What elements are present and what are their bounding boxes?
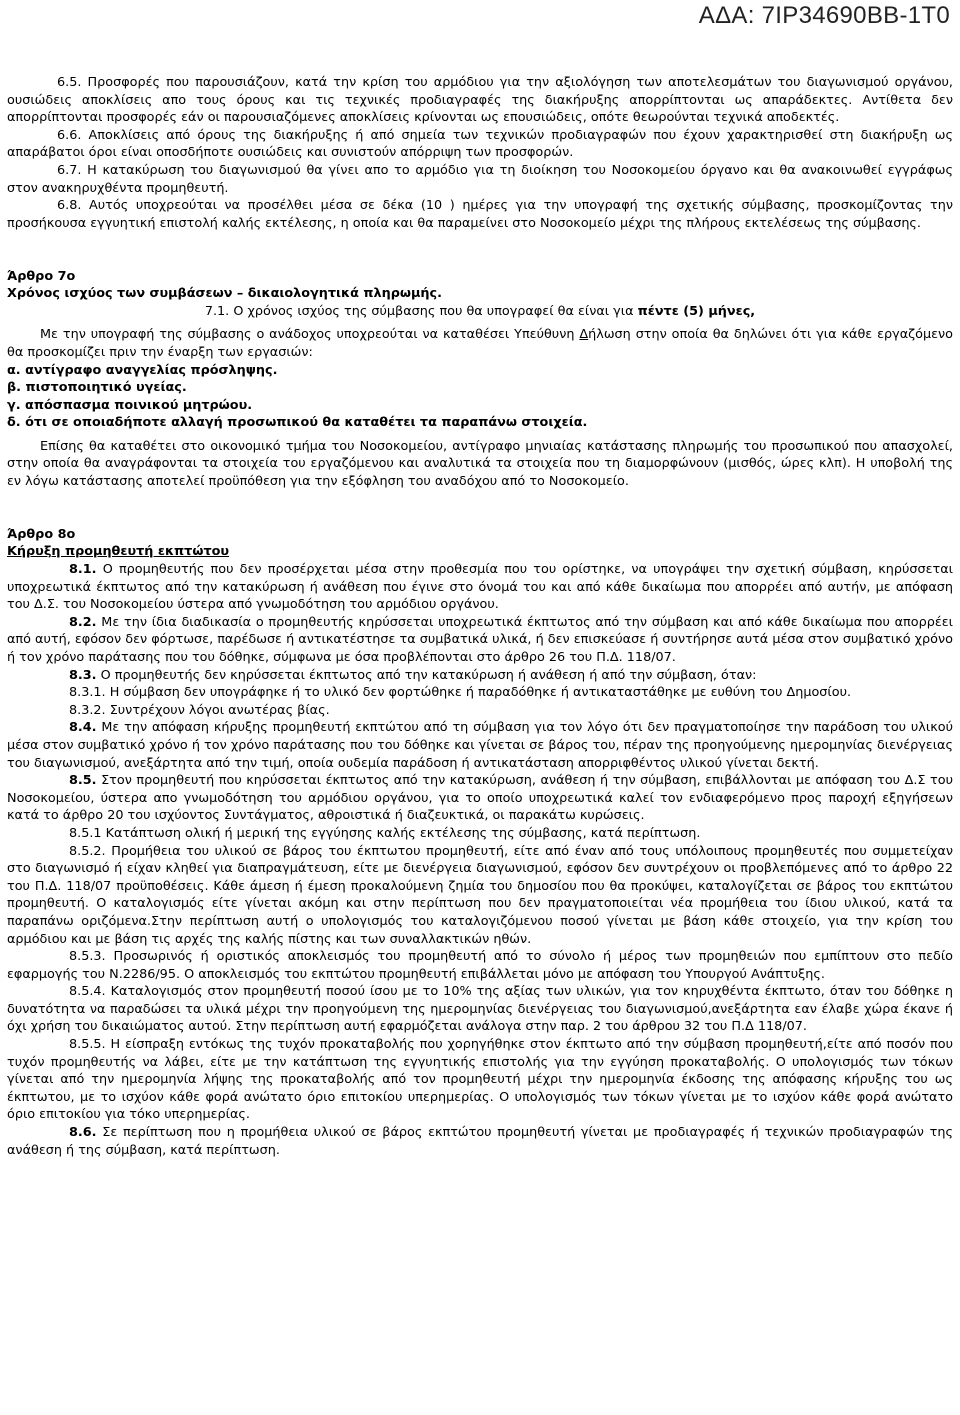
paragraph-number: 8.5. [69,773,97,789]
paragraph-8-5 [7,772,953,825]
paragraph-8-2 [7,614,953,667]
paragraph-number: 8.2. [69,614,97,630]
paragraph-7-1-duration: πέντε (5) μήνες, [637,303,756,319]
paragraph-text: Με την ίδια διαδικασία ο προμηθευτής κηρύσσεται υποχρεωτικά έκπτωτος από την σύμβαση και από κάθε δικαίωμα που απορρέει από αυτή, εφόσον δεν φόρτωσε, παρέδωσε ή αντικατέστησε τα συμβατικά υλικά, ή δεν επισκεύασε ή συντήρησε αυτά μέσα στον συμβατικό χρόνο ή τον χρόνο παράτασης που του δόθηκε, σύμφωνα με όσα προβλέπονται στο άρθρο 26 του Π.Δ. 118/07. [7,614,953,665]
list-item: β. πιστοποιητικό υγείας. [7,380,187,396]
paragraph-signature-a: Με την υπογραφή της σύμβασης ο ανάδοχος υποχρεούται να καταθέσει Υπεύθυνη [40,327,580,343]
paragraph-8-5-2: 8.5.2. Προμήθεια του υλικού σε βάρος του έκπτωτου προμηθευτή, είτε από έναν από τους υπόλοιπους προμηθευτές που συμμετείχαν στο διαγωνισμό ή είχαν κληθεί για διαπραγμάτευση, είτε με διενέργεια διαγωνισμού, εφόσον δεν συντρέχουν οι προβλεπόμενες από το άρθρο 22 του Π.Δ. 118/07 προϋποθέσεις. Κάθε άμεση ή έμεση προκαλούμενη ζημία του δημοσίου που θα προκύψει, καταλογίζεται σε βάρος του εκπτώτου προμηθευτή. Ο καταλογισμός είτε γίνεται ακόμη και στην περίπτωση που δεν πραγματοποιείται νέα προμήθεια του ίδιου υλικού, κατά τα παραπάνω οριζόμενα.Στην περίπτωση αυτή ο υπολογισμός του καταλογιζόμενου ποσού γίνεται με βάση κάθε στοιχείο, για την κρίση του αρμόδιου και με βάση τις αρχές της καλής πίστης και των συναλλακτικών ηθών. [7,843,953,947]
paragraph-8-3-2: 8.3.2. Συντρέχουν λόγοι ανωτέρας βίας. [69,702,330,718]
paragraph-text: Ο προμηθευτής δεν κηρύσσεται έκπτωτος από την κατακύρωση ή ανάθεση ή από την σύμβαση, όταν: [96,667,757,683]
list-item: α. αντίγραφο αναγγελίας πρόσληψης. [7,362,278,378]
paragraph-signature [7,326,953,361]
paragraph-number: 8.4. [69,720,97,736]
paragraph-8-5-1: 8.5.1 Κατάπτωση ολική ή μερική της εγγύησης καλής εκτέλεσης της σύμβασης, κατά περίπτωση. [69,825,701,841]
paragraph-6-5: 6.5. Προσφορές που παρουσιάζουν, κατά την κρίση του αρμόδιου για την αξιολόγηση των αποτελεσμάτων του διαγωνισμού οργάνου, ουσιώδεις αποκλίσεις απο τους όρους και τις τεχνικές προδιαγραφές της διακήρυξης απορρίπτονται ως απαράδεκτες. Αντίθετα δεν απορρίπτονται προσφορές εάν οι παρουσιαζόμενες αποκλίσεις κρίνονται ως επουσιώδεις, οπότε θεωρούνται τεχνικά αποδεκτές. [7,75,953,126]
paragraph-8-5-3: 8.5.3. Προσωρινός ή οριστικός αποκλεισμός του προμηθευτή από το σύνολο ή μέρος των προμηθειών που εμπίπτουν στο πεδίο εφαρμογής του Ν.2286/95. Ο αποκλεισμός του εκπτώτου προμηθευτή επιβάλλεται μόνο με απόφαση του Υπουργού Ανάπτυξης. [7,949,953,982]
paragraph-signature-c: ήλωση στην οποία θα δηλώνει ότι για κάθε εργαζόμενο θα προσκομίζει πριν την έναρξη των εργασιών: [7,327,953,360]
documents-list [7,362,953,432]
paragraph-text: Ο προμηθευτής που δεν προσέρχεται μέσα στην προθεσμία που του ορίστηκε, να υπογράψει την σχετική σύμβαση, κηρύσσεται υποχρεωτικά έκπτωτος από την κατακύρωση ή ανάθεση που έγινε στο όνομά του και από κάθε δικαίωμα που απορρέει από αυτήν, με απόφαση του Δ.Σ. του Νοσοκομείου ύστερα από γνωμοδότηση του αρμόδιου οργάνου. [7,562,953,613]
paragraph-number: 8.1. [69,562,97,578]
paragraph-8-3-1: 8.3.1. Η σύμβαση δεν υπογράφηκε ή το υλικό δεν φορτώθηκε ή παραδόθηκε ή αντικαταστάθηκε με ευθύνη του Δημοσίου. [69,685,852,701]
paragraph-number: 8.3. [69,667,97,683]
article-7-subtitle: Χρόνος ισχύος των συμβάσεων – δικαιολογητικά πληρωμής. [7,286,442,302]
paragraph-8-1 [7,561,953,614]
article-8-title: Άρθρο 8ο [7,526,76,542]
list-item: γ. απόσπασμα ποινικού μητρώου. [7,397,253,413]
paragraph-6-6: 6.6. Αποκλίσεις από όρους της διακήρυξης ή από σημεία των τεχνικών προδιαγραφών που έχουν χαρακτηρισθεί στη διακήρυξη ως απαράβατοι όροι είναι οποσδήποτε ουσιώδεις και συνιστούν απόρριψη των προσφορών. [7,127,953,161]
paragraph-text: Σε περίπτωση που η προμήθεια υλικού σε βάρος εκπτώτου προμηθευτή γίνεται με προδιαγραφές ή τεχνικών προδιαγραφών της ανάθεση ή της σύμβαση, κατά περίπτωση. [7,1125,953,1158]
article-8-subtitle: Κήρυξη προμηθευτή εκπτώτου [7,544,230,560]
paragraph-epishs: Επίσης θα καταθέτει στο οικονομικό τμήμα του Νοσοκομείου, αντίγραφο μηνιαίας κατάστασης πληρωμής του προσωπικού που απασχολεί, στην οποία θα αναγράφονται τα στοιχεία του εργαζόμενου και αναλυτικά τα στοιχεία που τη διαμορφώνουν (μισθός, ώρες κλπ). Η υποβολή της εν λόγω κατάστασης αποτελεί προϋπόθεση για την εξόφληση του αναδόχου από το Νοσοκομείο. [7,438,953,490]
paragraph-number: 8.6. [69,1125,97,1141]
list-item: δ. ότι σε οποιαδήποτε αλλαγή προσωπικού θα καταθέτει τα παραπάνω στοιχεία. [7,415,588,431]
paragraph-8-5-4: 8.5.4. Καταλογισμός στον προμηθευτή ποσού ίσου με το 10% της αξίας των υλικών, για τον κηρυχθέντα έκπτωτο, όταν του δόθηκε η δυνατότητα να παραδώσει τα υλικά μέχρι την προηγούμενη της ημερομηνίας διενέργειας του διαγωνισμού,ανεξάρτητα εαν έλαβε χώρα έκανε ή όχι χρήση του δικαιώματος αυτού. Στην περίπτωση αυτή εφαρμόζεται ανάλογα στην παρ. 2 του άρθρου 32 του Π.Δ 118/07. [7,984,953,1035]
paragraph-7-1-text: 7.1. Ο χρόνος ισχύος της σύμβασης που θα υπογραφεί θα είναι για [204,303,638,319]
paragraph-text: Στον προμηθευτή που κηρύσσεται έκπτωτος από την κατακύρωση, ανάθεση ή την σύμβαση, επιβάλλονται με απόφαση του Δ.Σ του Νοσοκομείου, ύστερα απο γνωμοδότηση του αρμόδιου οργάνου, για το οποίο υποχρεωτικά καλεί τον ενδιαφερόμενο προς παροχή εξηγήσεων κατά το άρθρο 20 του ισχύοντος Συντάγματος, αθροιστικά ή διαζευκτικά, οι παρακάτω κυρώσεις. [7,773,953,824]
paragraph-7-1 [7,303,953,321]
paragraph-text: Με την απόφαση κήρυξης προμηθευτή εκπτώτου από τη σύμβαση για τον λόγο ότι δεν πραγματοποίησε την παράδοση του υλικού μέσα στον συμβατικό χρόνο ή τον χρόνο παράτασης που του δόθηκε και γίνεται σε βάρος του, πέραν της προηγούμενης ημερομηνίας διενέργειας του διαγωνισμού, ανεξάρτητα από την τιμή, οποία ουδεμία παράδοση ή αντικατάσταση απορριφθέντος υλικού γίνεται δεκτή. [7,720,953,771]
paragraph-signature-b: Δ [579,327,589,343]
paragraph-8-3 [7,667,953,685]
paragraph-8-4 [7,719,953,772]
paragraph-8-6 [7,1124,953,1159]
paragraph-6-7: 6.7. Η κατακύρωση του διαγωνισμού θα γίνει απο το αρμόδιο για τη διοίκηση του Νοσοκομείου όργανο και θα ανακοινωθεί εγγράφως στον ανακηρυχθέντα προμηθευτή. [7,162,953,196]
document-body [7,74,953,1159]
paragraph-8-5-5: 8.5.5. Η είσπραξη εντόκως της τυχόν προκαταβολής που χορηγήθηκε στον έκπτωτο από την σύμβαση προμηθευτή,είτε από ποσόν που τυχόν προμηθευτής να λάβει, είτε με την κατάπτωση της εγγυητικής επιστολής για την εγγύηση προκαταβολής. Ο υπολογισμός των τόκων γίνεται από την ημερομηνία λήψης της προκαταβολής από τον προμηθευτή μέχρι την ημερομηνία έκδοσης της απόφασης κήρυξης του ως έκπτωτου, με το ισχύον κάθε φορά ανώτατο όριο επιτοκίου υπερημερίας. Ο υπολογισμός των τόκων γίνεται με το ισχύον κάθε φορά ανώτατο όριο επιτοκίου για τόκο υπερημερίας. [7,1037,953,1123]
article-7-title: Άρθρο 7ο [7,268,76,284]
paragraph-6-8: 6.8. Αυτός υποχρεούται να προσέλθει μέσα σε δέκα (10 ) ημέρες για την υπογραφή της σχετικής σύμβασης, προσκομίζοντας την προσήκουσα εγγυητική επιστολή καλής εκτέλεσης, η οποία και θα παραμείνει στο Νοσοκομείο μέχρι της πλήρους εκτελέσεως της σύμβασης. [7,198,953,231]
ada-header: ΑΔΑ: 7ΙΡ34690ΒΒ-1Τ0 [698,2,950,29]
